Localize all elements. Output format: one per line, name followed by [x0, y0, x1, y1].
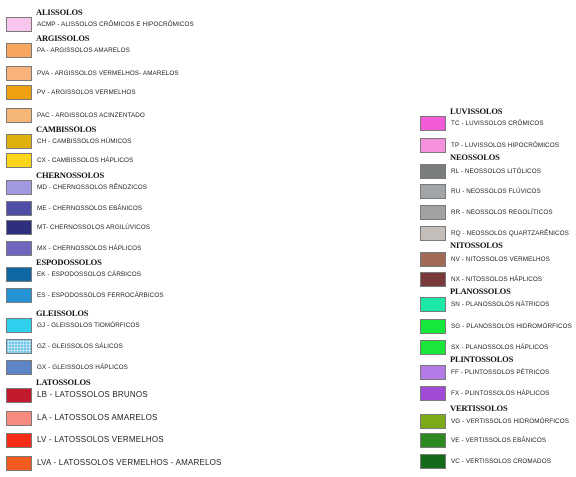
- legend-item-label: GX - GLEISSOLOS HÁPLICOS: [37, 364, 128, 371]
- legend-item-label: RU - NEOSSOLOS FLÚVICOS: [451, 188, 541, 195]
- legend-item-label: VC - VERTISSOLOS CROMADOS: [451, 458, 552, 465]
- legend-item-label: RQ - NEOSSOLOS QUARTZARÊNICOS: [451, 230, 569, 237]
- legend-item-label: RL - NEOSSOLOS LITÓLICOS: [451, 168, 541, 175]
- color-swatch: [420, 116, 446, 131]
- legend-item-label: EK - ESPODOSSOLOS CÁRBICOS: [37, 271, 142, 278]
- color-swatch: [420, 319, 446, 334]
- color-swatch: [420, 184, 446, 199]
- color-swatch: [420, 138, 446, 153]
- color-swatch: [420, 414, 446, 429]
- legend-item-label: GJ - GLEISSOLOS TIOMÓRFICOS: [37, 322, 140, 329]
- color-swatch: [420, 365, 446, 380]
- legend-item-label: SX - PLANOSSOLOS HÁPLICOS: [451, 344, 549, 351]
- legend-item-label: ACMP - ALISSOLOS CRÔMICOS E HIPOCRÔMICOS: [37, 21, 194, 28]
- legend-item-label: LA - LATOSSOLOS AMARELOS: [37, 413, 158, 422]
- color-swatch: [420, 205, 446, 220]
- legend-item-label: PAC - ARGISSOLOS ACINZENTADO: [37, 112, 145, 119]
- color-swatch: [420, 164, 446, 179]
- category-heading-nitossolos: NITOSSOLOS: [450, 240, 503, 250]
- legend-item-label: VG - VERTISSOLOS HIDROMÓRFICOS: [451, 418, 569, 425]
- legend-item-label: MD - CHERNOSSOLOS RÊNDZICOS: [37, 184, 148, 191]
- category-heading-luvissolos: LUVISSOLOS: [450, 106, 503, 116]
- category-heading-chernossolos: CHERNOSSOLOS: [36, 170, 104, 180]
- category-heading-argissolos: ARGISSOLOS: [36, 33, 90, 43]
- category-heading-vertissolos: VERTISSOLOS: [450, 403, 508, 413]
- legend-item-label: PVA - ARGISSOLOS VERMELHOS- AMARELOS: [37, 70, 179, 77]
- category-heading-planossolos: PLANOSSOLOS: [450, 286, 511, 296]
- legend-item-label: SN - PLANOSSOLOS NÁTRICOS: [451, 301, 550, 308]
- category-heading-plintossolos: PLINTOSSOLOS: [450, 354, 514, 364]
- legend-item-label: CH - CAMBISSOLOS HÚMICOS: [37, 138, 132, 145]
- legend-item-label: ME - CHERNOSSOLOS EBÂNICOS: [37, 205, 143, 212]
- legend-item-label: GZ - GLEISSOLOS SÁLICOS: [37, 343, 123, 350]
- legend-item-label: RR - NEOSSOLOS REGOLÍTICOS: [451, 209, 553, 216]
- color-swatch: [420, 454, 446, 469]
- legend-item-label: NV - NITOSSOLOS VERMELHOS: [451, 256, 550, 263]
- legend-item-label: FX - PLINTOSSOLOS HÁPLICOS: [451, 390, 550, 397]
- legend-item-label: LVA - LATOSSOLOS VERMELHOS - AMARELOS: [37, 458, 222, 467]
- legend-item-label: TC - LUVISSOLOS CRÔMICOS: [451, 120, 544, 127]
- legend-item-label: LB - LATOSSOLOS BRUNOS: [37, 390, 148, 399]
- category-heading-gleissolos: GLEISSOLOS: [36, 308, 89, 318]
- legend-item-label: MT- CHERNOSSOLOS ARGILÚVICOS: [37, 224, 151, 231]
- color-swatch: [420, 252, 446, 267]
- legend-item-label: MX - CHERNOSSOLOS HÁPLICOS: [37, 245, 142, 252]
- legend-item-label: CX - CAMBISSOLOS HÁPLICOS: [37, 157, 134, 164]
- category-heading-alissolos: ALISSOLOS: [36, 7, 83, 17]
- color-swatch: [420, 340, 446, 355]
- color-swatch: [420, 297, 446, 312]
- legend-item-label: PV - ARGISSOLOS VERMELHOS: [37, 89, 136, 96]
- legend-item-label: LV - LATOSSOLOS VERMELHOS: [37, 435, 164, 444]
- legend-item-label: FF - PLINTOSSOLOS PÉTRICOS: [451, 369, 550, 376]
- legend-item-label: ES - ESPODOSSOLOS FERROCÁRBICOS: [37, 292, 164, 299]
- color-swatch: [420, 386, 446, 401]
- color-swatch: [420, 433, 446, 448]
- legend-item-label: PA - ARGISSOLOS AMARELOS: [37, 47, 130, 54]
- category-heading-neossolos: NEOSSOLOS: [450, 152, 500, 162]
- legend-item-label: SG - PLANOSSOLOS HIDROMÓRFICOS: [451, 323, 572, 330]
- legend-item-label: TP - LUVISSOLOS HIPOCRÔMICOS: [451, 142, 560, 149]
- legend-item-label: NX - NITOSSOLOS HÁPLICOS: [451, 276, 543, 283]
- category-heading-cambissolos: CAMBISSOLOS: [36, 124, 97, 134]
- category-heading-espodossolos: ESPODOSSOLOS: [36, 257, 102, 267]
- category-heading-latossolos: LATOSSOLOS: [36, 377, 91, 387]
- legend-item-label: VE - VERTISSOLOS EBÂNICOS: [451, 437, 547, 444]
- color-swatch: [420, 226, 446, 241]
- color-swatch: [420, 272, 446, 287]
